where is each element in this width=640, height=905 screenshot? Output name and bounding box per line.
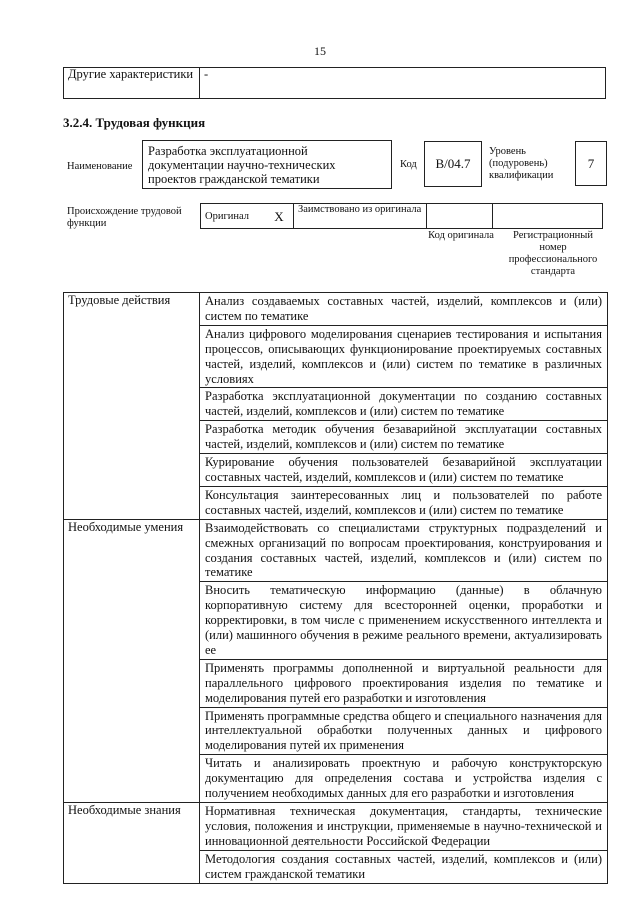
borrowed-label: Заимствовано из оригинала — [294, 204, 427, 229]
other-characteristics-table — [63, 67, 606, 99]
other-characteristics-label: Другие характеристики — [64, 68, 200, 99]
table-row — [64, 803, 608, 851]
list-item: Применять программы дополненной и виртуальной реальности для параллельного цифрового проектирования изделия по тематике и моделирования путей его разработки и изготовления — [200, 659, 608, 707]
list-item: Читать и анализировать проектную и рабочую конструкторскую документацию для определения состава и устройства изделия с получением необходимых данных для его разработки и изготовления — [200, 755, 608, 803]
origin-label: Происхождение трудовой функции — [67, 206, 182, 229]
list-item: Вносить тематическую информацию (данные) в облачную корпоративную систему для всесторонней оценки, проработки и корректировки, в том числе с применением искусственного интеллекта и (или) машинного обучения в режиме реального времени, актуализировать ее — [200, 582, 608, 660]
other-characteristics-value: - — [200, 68, 606, 99]
registration-number-cell — [493, 204, 603, 229]
origin-table — [200, 203, 603, 229]
list-item: Применять программные средства общего и специального назначения для интеллектуальной обработки полученных данных и цифрового моделирования путей их применения — [200, 707, 608, 755]
section-title-required-knowledge: Необходимые знания — [64, 803, 200, 884]
code-value: B/04.7 — [424, 141, 482, 187]
labor-function-table — [63, 292, 608, 884]
list-item: Курирование обучения пользователей безаварийной эксплуатации составных частей, изделий, комплексов и (или) систем по тематике — [200, 454, 608, 487]
original-code-cell — [427, 204, 493, 229]
original-label: Оригинал — [201, 204, 266, 229]
table-row — [64, 519, 608, 582]
list-item: Консультация заинтересованных лиц и пользователей по работе составных частей, изделий, комплексов и (или) систем по тематике — [200, 486, 608, 519]
list-item: Разработка методик обучения безаварийной эксплуатации составных частей, изделий, комплексов и (или) систем по тематике — [200, 421, 608, 454]
list-item: Анализ создаваемых составных частей, изделий, комплексов и (или) систем по тематике — [200, 293, 608, 326]
original-mark: X — [265, 204, 294, 229]
function-name: Разработка эксплуатационной документации научно-технических проектов гражданской тематики — [142, 140, 392, 189]
original-code-caption: Код оригинала — [428, 230, 494, 241]
level-label: Уровень (подуровень) квалификации — [489, 146, 554, 181]
list-item: Нормативная техническая документация, стандарты, технические условия, положения и инструкции, применяемые в научно-технической и инновационной деятельности Российской Федерации — [200, 803, 608, 851]
section-title: 3.2.4. Трудовая функция — [63, 115, 206, 130]
list-item: Анализ цифрового моделирования сценариев тестирования и испытания процессов, описывающих функционирование проектируемых составных частей, изделий, комплексов и (или) систем по тематике в различных условиях — [200, 325, 608, 388]
registration-number-caption: Регистрационный номер профессионального стандарта — [508, 230, 598, 277]
list-item: Методология создания составных частей, изделий, комплексов и (или) систем гражданской тематики — [200, 850, 608, 883]
section-title-required-skills: Необходимые умения — [64, 519, 200, 802]
level-value: 7 — [575, 141, 607, 186]
page-number: 15 — [314, 44, 326, 58]
table-row — [64, 293, 608, 326]
list-item: Взаимодействовать со специалистами структурных подразделений и смежных организаций по вопросам проектирования, конструирования и создания составных частей, изделий, комплексов и (или) систем по тематике — [200, 519, 608, 582]
code-label: Код — [400, 159, 417, 170]
name-label: Наименование — [67, 161, 133, 172]
list-item: Разработка эксплуатационной документации по созданию составных частей, изделий, комплексов и (или) систем по тематике — [200, 388, 608, 421]
section-title-labor-actions: Трудовые действия — [64, 293, 200, 520]
